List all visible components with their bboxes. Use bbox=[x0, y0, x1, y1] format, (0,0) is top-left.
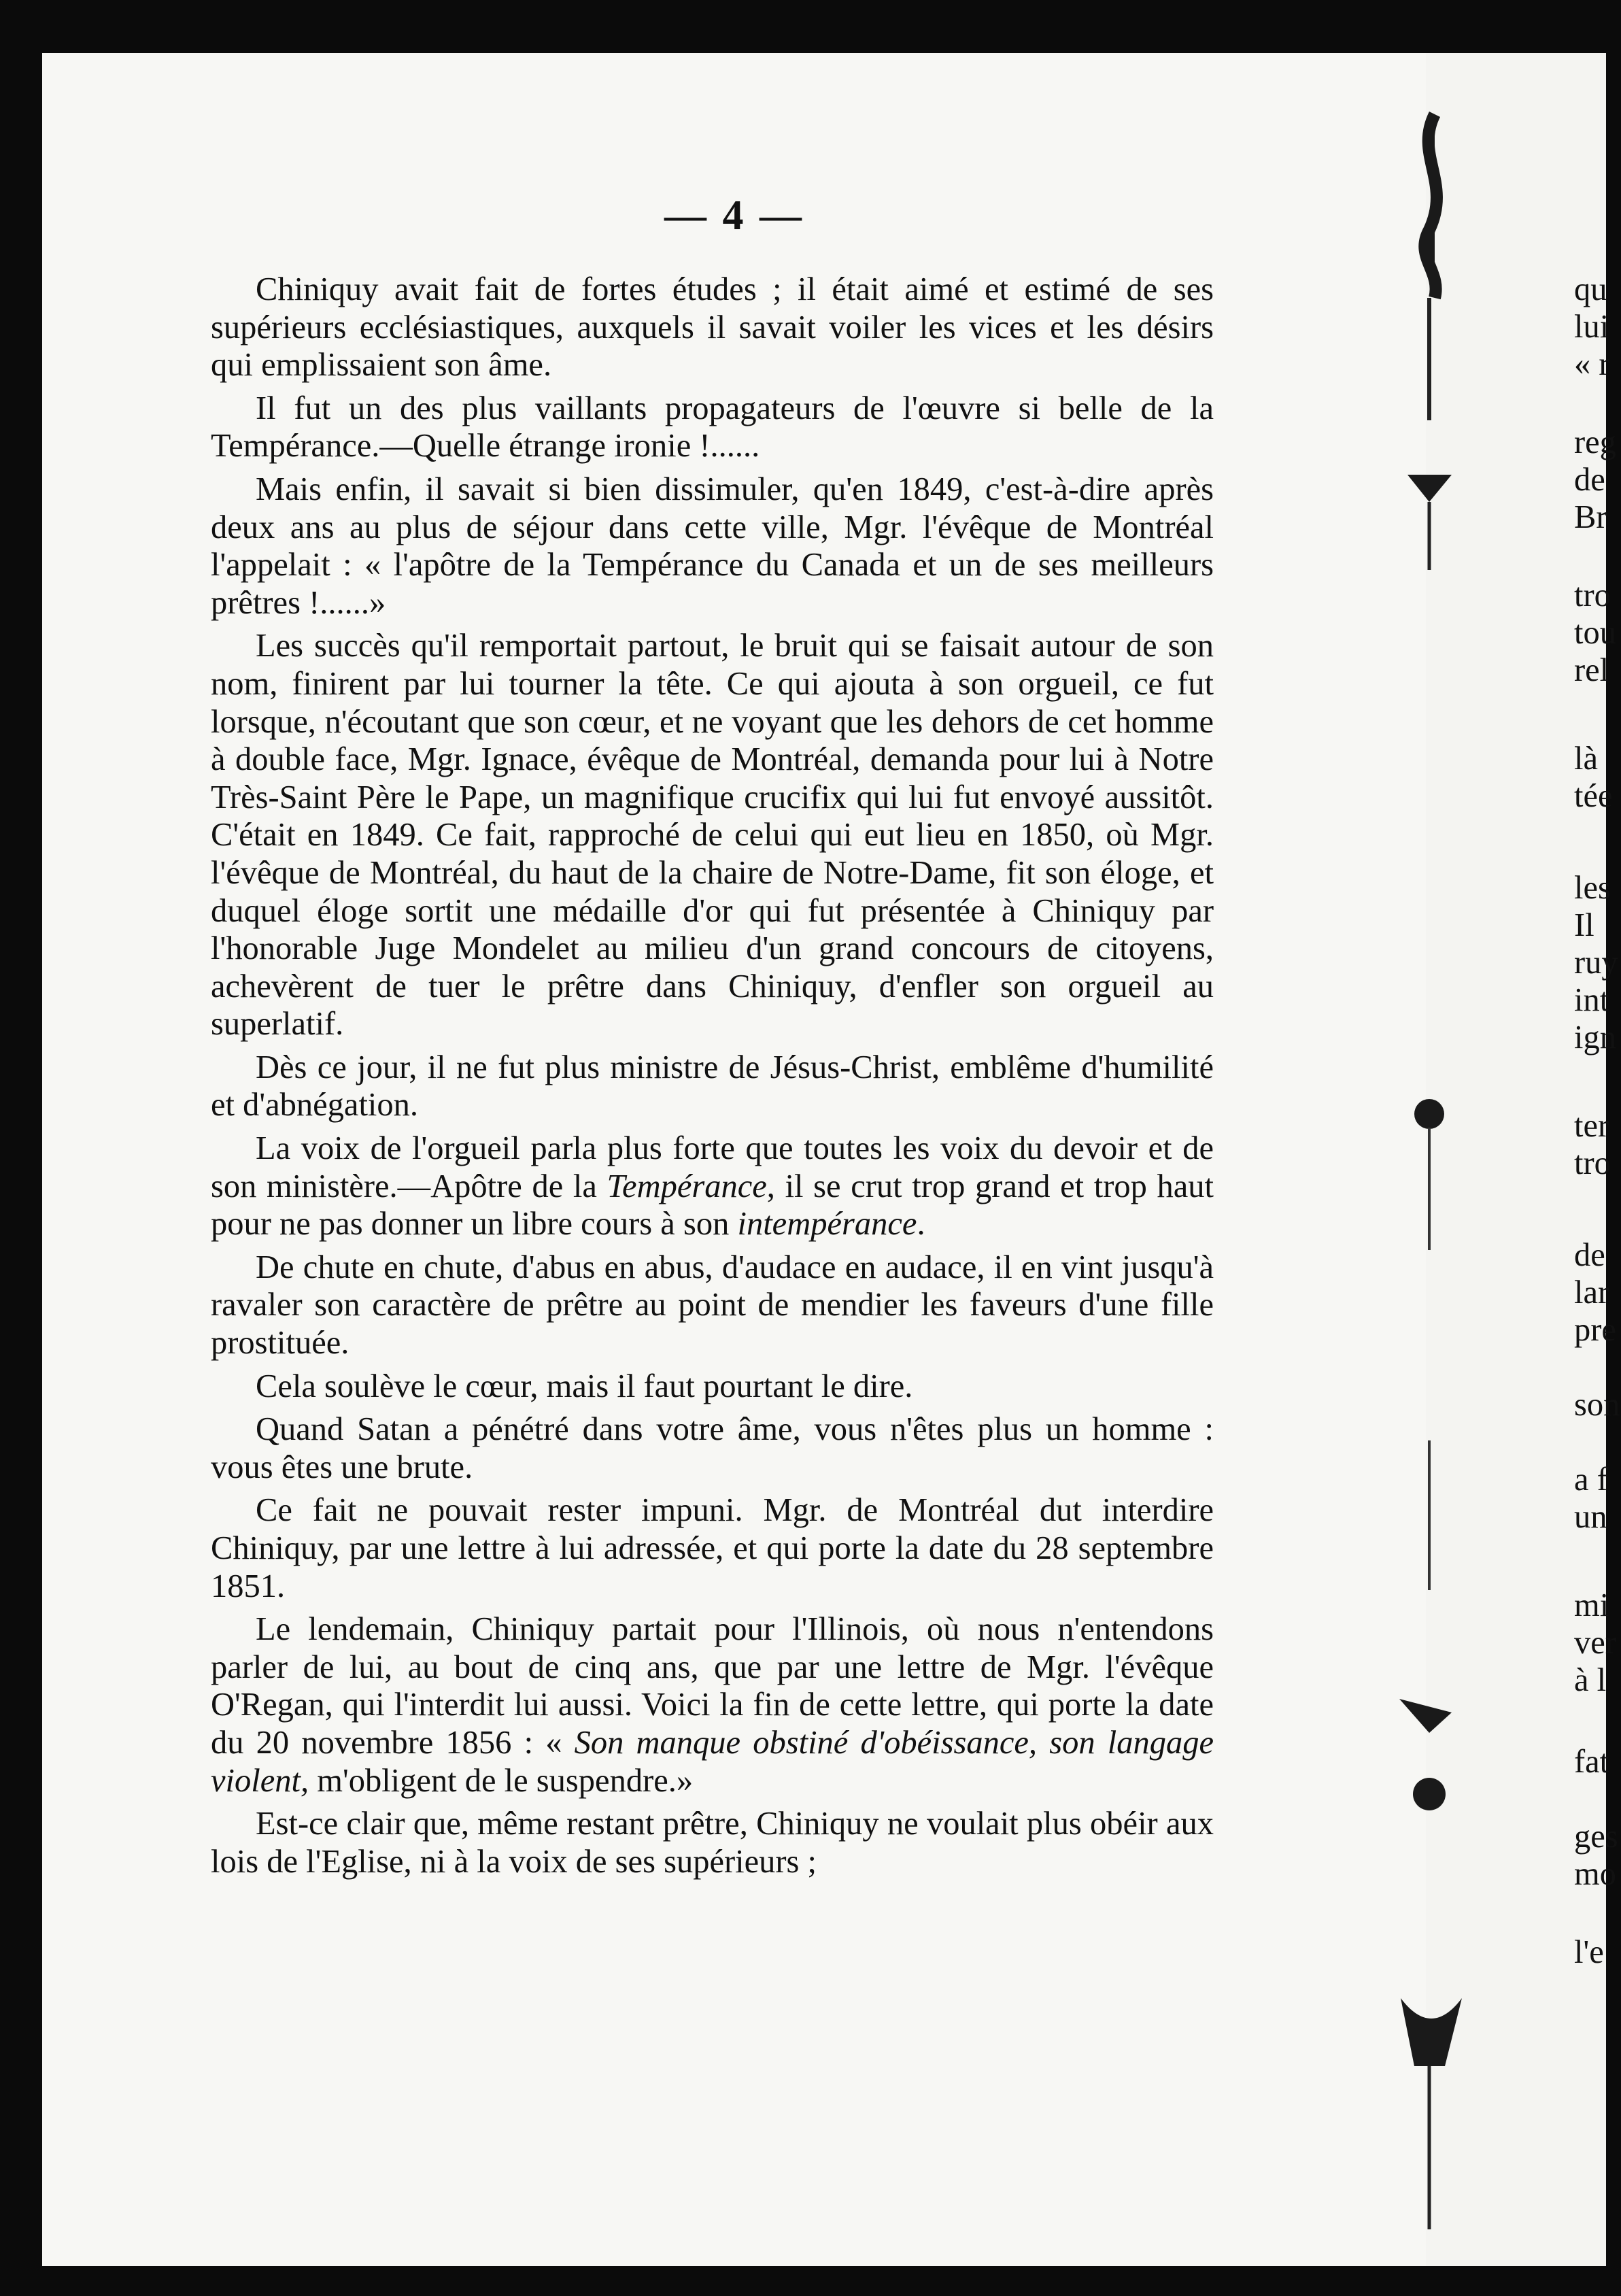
facing-line: ruy bbox=[1574, 945, 1618, 981]
facing-line: l'e bbox=[1574, 1934, 1604, 1970]
facing-line: lar bbox=[1574, 1274, 1609, 1311]
facing-line: tro bbox=[1574, 577, 1611, 613]
scan-border-left bbox=[0, 0, 42, 2296]
scan-border-top bbox=[0, 0, 1621, 53]
facing-line: pre bbox=[1574, 1312, 1616, 1348]
italic-run: intempérance bbox=[737, 1206, 917, 1243]
paragraph: Chiniquy avait fait de fortes études ; il était aimé et estimé de ses supérieurs ecclésiastiques, auxquels il savait voiler les vices et les désirs qui emplissaient son âme. bbox=[211, 271, 1214, 384]
facing-line: tou bbox=[1574, 615, 1616, 651]
facing-line: ter bbox=[1574, 1108, 1609, 1144]
paragraph bbox=[211, 1130, 1214, 1243]
paragraph: Il fut un des plus vaillants propagateurs de l'œuvre si belle de la Tempérance.—Quelle étrange ironie !...... bbox=[211, 390, 1214, 465]
facing-line: reg bbox=[1574, 424, 1616, 460]
paragraph: Ce fait ne pouvait rester impuni. Mgr. de Montréal dut interdire Chiniquy, par une lettre à lui adressée, et qui porte la date du 28 septembre 1851. bbox=[211, 1492, 1214, 1604]
facing-line: tro bbox=[1574, 1145, 1611, 1181]
facing-line: un bbox=[1574, 1499, 1607, 1535]
facing-line: Br bbox=[1574, 499, 1607, 535]
facing-line: ges bbox=[1574, 1819, 1618, 1855]
text-run: . bbox=[917, 1206, 925, 1243]
binding-stitch-marks bbox=[1387, 53, 1469, 2266]
paragraph: Cela soulève le cœur, mais il faut pourtant le dire. bbox=[256, 1368, 913, 1404]
body-text bbox=[211, 271, 1214, 1886]
paragraph: Est-ce clair que, même restant prêtre, Chiniquy ne voulait plus obéir aux lois de l'Eglise, ni à la voix de ses supérieurs ; bbox=[211, 1806, 1214, 1880]
paragraph bbox=[211, 1610, 1214, 1800]
facing-line: lui bbox=[1574, 309, 1609, 345]
facing-line: int bbox=[1574, 982, 1609, 1018]
text-run: , il se crut trop grand et trop haut pour ne pas donner un libre cours à son bbox=[211, 1168, 1214, 1243]
facing-line: ign bbox=[1574, 1019, 1616, 1056]
facing-line: tée bbox=[1574, 778, 1613, 814]
facing-line: mo bbox=[1574, 1856, 1616, 1892]
facing-line: les bbox=[1574, 870, 1611, 906]
page-number: — 4 — bbox=[664, 192, 804, 239]
italic-run: Son manque obstiné d'obéissance, son langage violent, bbox=[211, 1724, 1214, 1799]
paragraph: Dès ce jour, il ne fut plus ministre de Jésus-Christ, emblême d'humilité et d'abnégation. bbox=[211, 1049, 1214, 1124]
facing-line: mi bbox=[1574, 1587, 1609, 1623]
binding-gutter bbox=[1387, 53, 1469, 2266]
scan-border-bottom bbox=[0, 2266, 1621, 2296]
paragraph: Quand Satan a pénétré dans votre âme, vous n'êtes plus un homme : vous êtes une brute. bbox=[211, 1411, 1214, 1485]
paragraph: Mais enfin, il savait si bien dissimuler, qu'en 1849, c'est-à-dire après deux ans au plus de séjour dans cette ville, Mgr. l'évêque de Montréal l'appelait : « l'apôtre de la Tempérance du Canada et un de ses meilleurs prêtres !......» bbox=[211, 471, 1214, 621]
text-run: m'obligent de le suspendre.» bbox=[309, 1762, 694, 1799]
facing-line: là bbox=[1574, 741, 1599, 777]
italic-run: Tempérance bbox=[607, 1168, 767, 1204]
facing-line: ver bbox=[1574, 1625, 1616, 1661]
facing-line: son bbox=[1574, 1387, 1620, 1423]
facing-line: de bbox=[1574, 462, 1605, 498]
paragraph: Les succès qu'il remportait partout, le bruit qui se faisait autour de son nom, finirent par lui tourner la tête. Ce qui ajouta à son orgueil, ce fut lorsque, n'écoutant que son cœur, et ne voyant que les dehors de cet homme à double face, Mgr. Ignace, évêque de Montréal, demanda pour lui à Notre Très-Saint Père le Pape, un magnifique crucifix qui lui fut envoyé aussitôt. C'était en 1849. Ce fait, rapproché de celui qui eut lieu en 1850, où Mgr. l'évêque de Montréal, du haut de la chaire de Notre-Dame, fit son éloge, et duquel éloge sortit une médaille d'or qui fut présentée à Chiniquy par l'honorable Juge Mondelet au milieu d'un grand concours de citoyens, achevèrent de tuer le prêtre dans Chiniquy, d'enfler son orgueil au superlatif. bbox=[211, 628, 1214, 1043]
facing-page-fragment bbox=[1574, 271, 1621, 1985]
facing-line: rel bbox=[1574, 652, 1609, 688]
facing-line: à l bbox=[1574, 1662, 1607, 1698]
text-run: Le lendemain, Chiniquy partait pour l'Illinois, où nous n'entendons parler de lui, au bout de cinq ans, que par une lettre de Mgr. l'évêque O'Regan, qui l'interdit lui aussi. Voici la fin de cette lettre, qui porte la date du 20 novembre 1856 : « bbox=[211, 1611, 1214, 1761]
paragraph: De chute en chute, d'abus en abus, d'audace en audace, il en vint jusqu'à ravaler son caractère de prêtre au point de mendier les faveurs d'une fille prostituée. bbox=[211, 1249, 1214, 1362]
facing-line: de bbox=[1574, 1237, 1605, 1273]
facing-line: qu bbox=[1574, 271, 1607, 307]
facing-line: Il bbox=[1574, 907, 1594, 943]
facing-line: fat bbox=[1574, 1744, 1609, 1780]
text-run: La voix de l'orgueil parla plus forte que toutes les voix du devoir et de son ministère.—Apôtre de la bbox=[211, 1130, 1214, 1204]
facing-line: « r bbox=[1574, 346, 1610, 382]
facing-line: a f bbox=[1574, 1462, 1608, 1498]
